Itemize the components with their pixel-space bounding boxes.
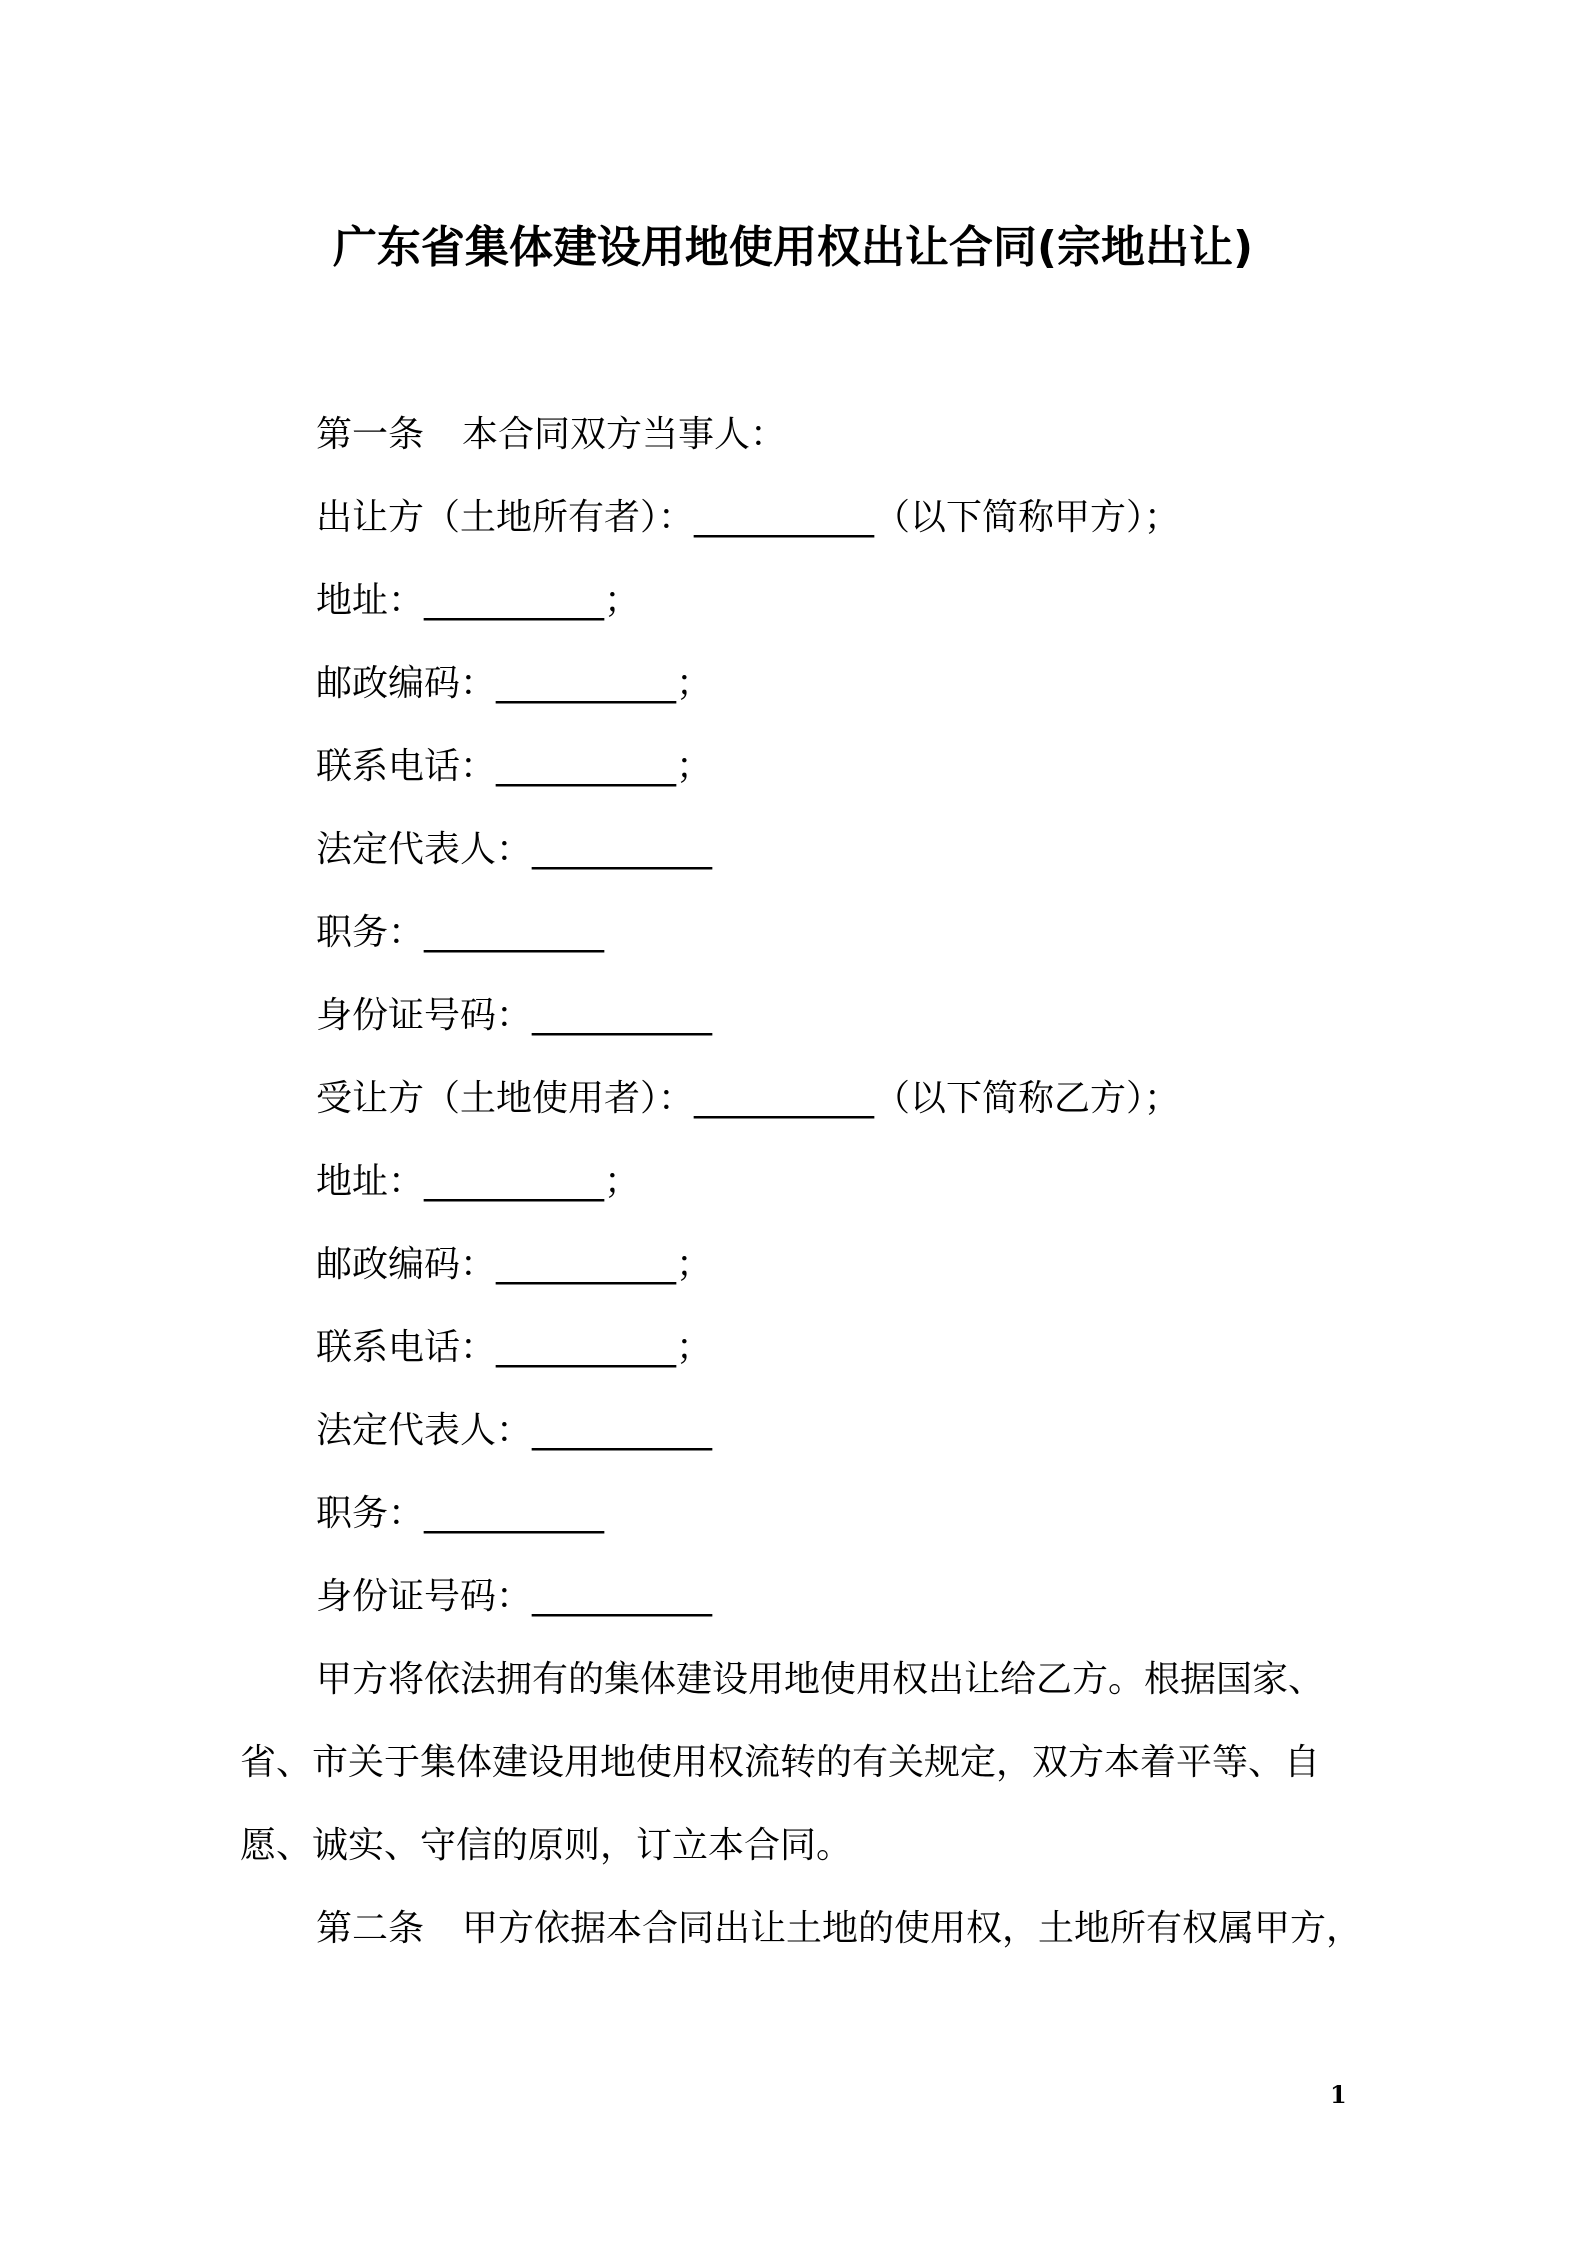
transferee-address: 地址：__________； bbox=[316, 1161, 641, 1202]
intro-paragraph-text: 甲方将依法拥有的集体建设用地使用权出让给乙方。根据国家、省、市关于集体建设用地使用权流转的有关规定，双方本着平等、自愿、诚实、守信的原则，订立本合同。 bbox=[240, 1659, 1325, 1866]
article-1-text: 本合同双方当事人： bbox=[462, 414, 787, 455]
article-1-heading: 第一条 bbox=[316, 414, 425, 455]
article-2-heading: 第二条 bbox=[316, 1908, 425, 1949]
transferor-address: 地址：__________； bbox=[316, 580, 641, 621]
transferee-position: 职务：__________ bbox=[316, 1493, 605, 1534]
transferee-postcode: 邮政编码：__________； bbox=[316, 1244, 713, 1285]
transferee-id-number: 身份证号码：__________ bbox=[316, 1576, 713, 1617]
document-title: 广东省集体建设用地使用权出让合同(宗地出让) bbox=[332, 222, 1254, 273]
transferor-legal-rep: 法定代表人：__________ bbox=[316, 829, 713, 870]
article-1-line bbox=[316, 410, 786, 460]
transferee-legal-rep: 法定代表人：__________ bbox=[316, 1410, 713, 1451]
transferor-position: 职务：__________ bbox=[316, 912, 605, 953]
intro-paragraph bbox=[240, 1638, 1350, 1887]
article-2-line bbox=[316, 1904, 1362, 1954]
transferor-party: 出让方（土地所有者）：__________（以下简称甲方）； bbox=[316, 497, 1181, 538]
transferor-phone: 联系电话：__________； bbox=[316, 746, 713, 787]
transferor-postcode: 邮政编码：__________； bbox=[316, 663, 713, 704]
article-2-text: 甲方依据本合同出让土地的使用权，土地所有权属甲方， bbox=[462, 1908, 1363, 1949]
transferee-party: 受让方（土地使用者）：__________（以下简称乙方）； bbox=[316, 1078, 1181, 1119]
page-number: 1 bbox=[1330, 2080, 1347, 2109]
transferor-id-number: 身份证号码：__________ bbox=[316, 995, 713, 1036]
transferee-phone: 联系电话：__________； bbox=[316, 1327, 713, 1368]
